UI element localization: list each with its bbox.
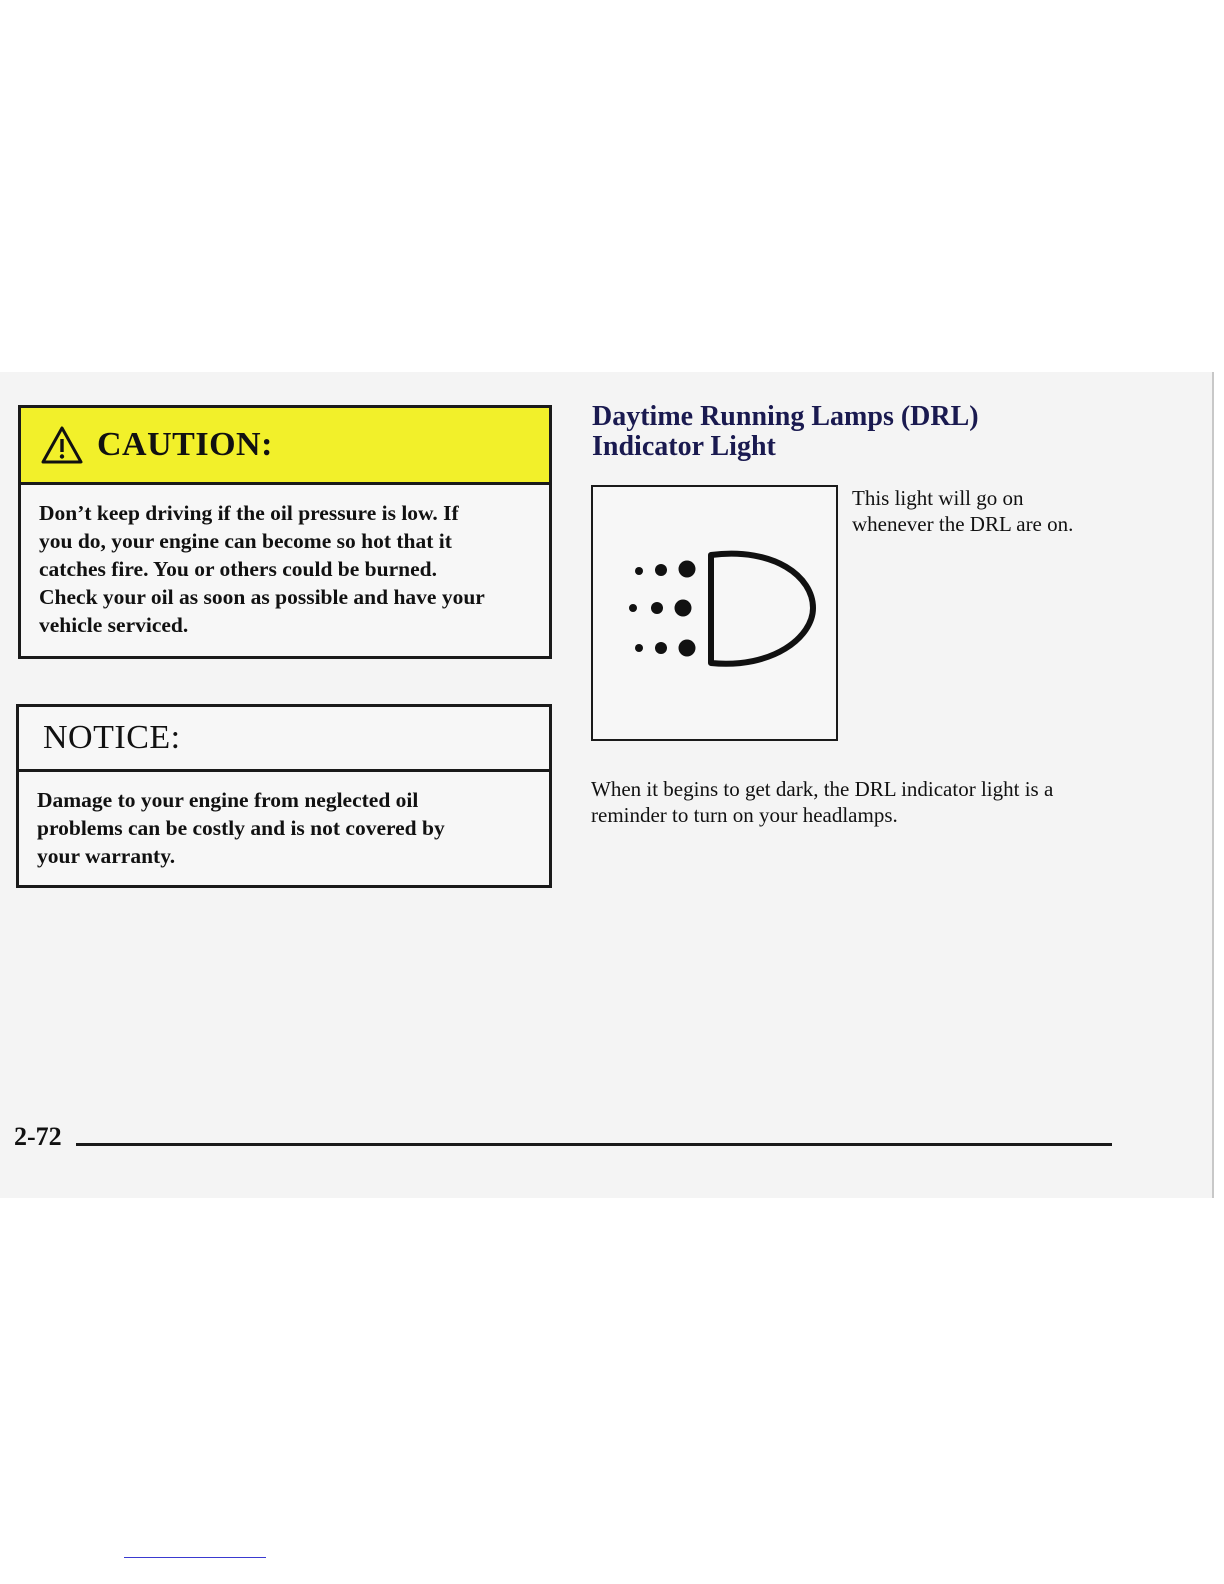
caution-text <box>21 485 549 639</box>
caution-line: you do, your engine can become so hot that it <box>39 529 452 553</box>
caution-line: Check your oil as soon as possible and have your <box>39 585 485 609</box>
drl-body-line: reminder to turn on your headlamps. <box>591 803 898 827</box>
page-number: 2-72 <box>14 1122 62 1151</box>
caution-line: catches fire. You or others could be burned. <box>39 557 437 581</box>
drl-body-text <box>591 776 1131 828</box>
drl-heading-line: Daytime Running Lamps (DRL) <box>592 401 979 432</box>
drl-heading-line: Indicator Light <box>592 431 776 462</box>
drl-indicator-frame <box>591 485 838 741</box>
drl-indicator-icon <box>593 487 836 739</box>
notice-text <box>19 772 549 870</box>
caution-header <box>21 408 549 485</box>
drl-side-text <box>852 485 1122 537</box>
notice-box <box>16 704 552 888</box>
footer-rule <box>76 1143 1112 1146</box>
notice-line: Damage to your engine from neglected oil <box>37 788 419 812</box>
caution-title: CAUTION: <box>97 426 273 463</box>
notice-line: your warranty. <box>37 844 176 868</box>
notice-title: NOTICE: <box>43 719 181 756</box>
caution-line: vehicle serviced. <box>39 613 189 637</box>
notice-header <box>19 707 549 772</box>
drl-heading <box>592 402 1112 462</box>
drl-body-line: When it begins to get dark, the DRL indicator light is a <box>591 777 1054 801</box>
bottom-divider <box>124 1557 266 1558</box>
caution-box <box>18 405 552 659</box>
caution-line: Don’t keep driving if the oil pressure is low. If <box>39 501 459 525</box>
warning-triangle-icon <box>41 426 83 464</box>
drl-side-line: whenever the DRL are on. <box>852 512 1074 536</box>
drl-side-line: This light will go on <box>852 486 1024 510</box>
notice-line: problems can be costly and is not covered by <box>37 816 445 840</box>
